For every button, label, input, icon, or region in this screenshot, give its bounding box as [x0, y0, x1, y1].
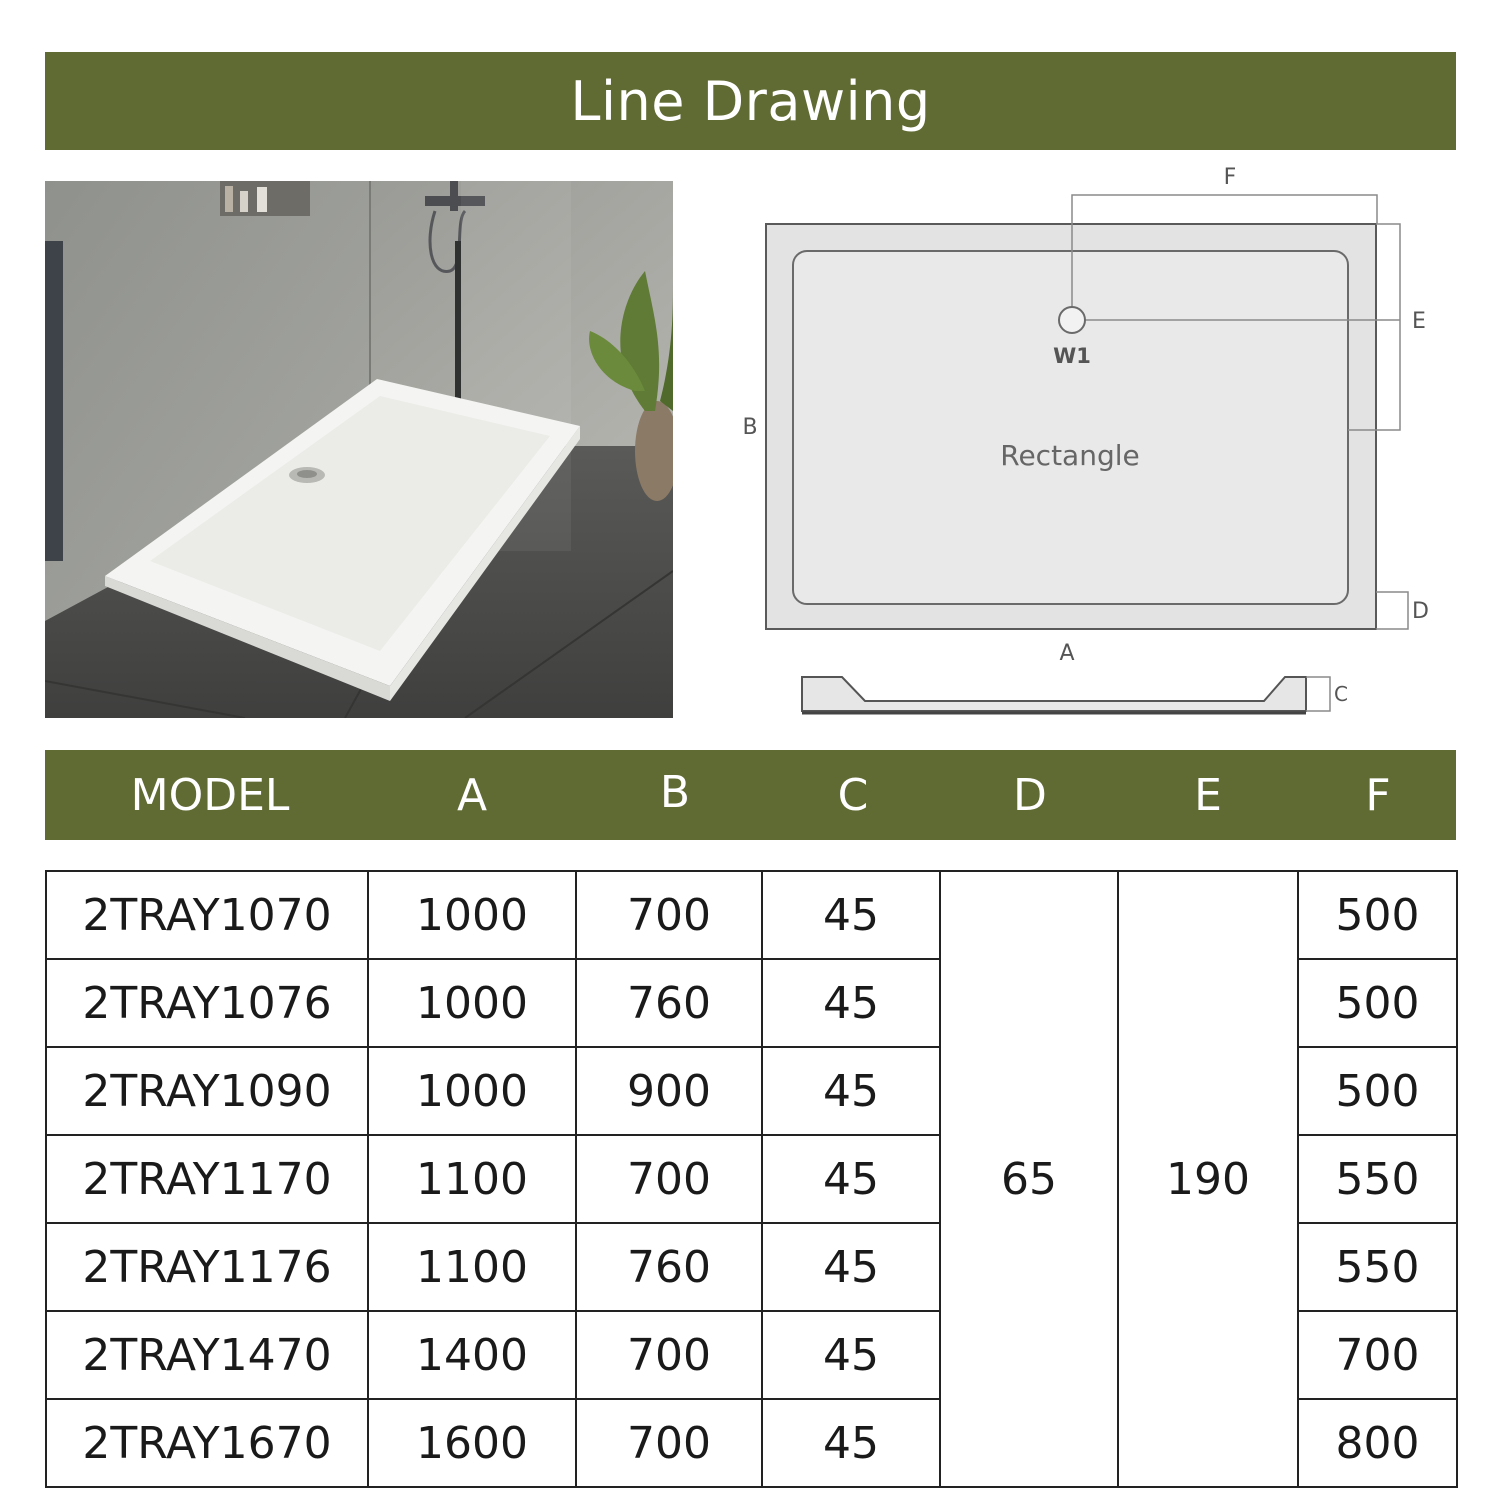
- cell-f: 500: [1298, 871, 1457, 959]
- tray-inner-basin: [793, 251, 1348, 604]
- cell-b: 700: [576, 1311, 762, 1399]
- product-photo: [45, 181, 673, 718]
- cell-model: 2TRAY1070: [46, 871, 368, 959]
- header-model: MODEL: [130, 770, 290, 821]
- dimensions-table: [45, 870, 1458, 1488]
- cell-b: 760: [576, 959, 762, 1047]
- cell-model: 2TRAY1170: [46, 1135, 368, 1223]
- label-b: B: [742, 415, 758, 440]
- page-title-banner: [45, 52, 1456, 150]
- label-c: C: [1334, 682, 1348, 706]
- cell-b: 700: [576, 871, 762, 959]
- header-e: E: [1194, 770, 1222, 821]
- header-f: F: [1365, 770, 1391, 821]
- cell-f: 700: [1298, 1311, 1457, 1399]
- cell-f: 550: [1298, 1223, 1457, 1311]
- cell-e-shared: 190: [1118, 871, 1298, 1487]
- cell-a: 1100: [368, 1135, 576, 1223]
- cell-a: 1100: [368, 1223, 576, 1311]
- cell-a: 1000: [368, 871, 576, 959]
- label-f: F: [1223, 165, 1237, 190]
- cell-model: 2TRAY1076: [46, 959, 368, 1047]
- cell-d-shared: 65: [940, 871, 1118, 1487]
- shower-tray-illustration: [45, 181, 673, 718]
- label-e: E: [1412, 309, 1426, 334]
- header-d: D: [1013, 770, 1047, 821]
- label-rectangle: Rectangle: [1000, 439, 1140, 472]
- cell-a: 1000: [368, 1047, 576, 1135]
- cell-b: 760: [576, 1223, 762, 1311]
- cell-a: 1400: [368, 1311, 576, 1399]
- cell-f: 500: [1298, 959, 1457, 1047]
- cell-a: 1000: [368, 959, 576, 1047]
- cell-b: 700: [576, 1135, 762, 1223]
- cell-a: 1600: [368, 1399, 576, 1487]
- cell-model: 2TRAY1670: [46, 1399, 368, 1487]
- cell-c: 45: [762, 959, 940, 1047]
- cell-c: 45: [762, 1135, 940, 1223]
- header-c: C: [837, 770, 869, 821]
- technical-drawing: [730, 160, 1470, 730]
- label-w1: W1: [1053, 344, 1091, 368]
- tray-side-profile: [802, 677, 1306, 711]
- cell-f: 500: [1298, 1047, 1457, 1135]
- dimension-c-line: [1306, 677, 1330, 711]
- waste-outlet-icon: [1059, 307, 1085, 333]
- label-d: D: [1412, 599, 1429, 624]
- cell-f: 800: [1298, 1399, 1457, 1487]
- cell-model: 2TRAY1090: [46, 1047, 368, 1135]
- cell-b: 700: [576, 1399, 762, 1487]
- cell-c: 45: [762, 871, 940, 959]
- cell-b: 900: [576, 1047, 762, 1135]
- header-a: A: [456, 770, 488, 821]
- cell-f: 550: [1298, 1135, 1457, 1223]
- cell-c: 45: [762, 1399, 940, 1487]
- cell-c: 45: [762, 1311, 940, 1399]
- label-a: A: [1059, 641, 1075, 666]
- cell-c: 45: [762, 1223, 940, 1311]
- table-row: [46, 871, 1457, 959]
- page-title: Line Drawing: [570, 69, 931, 133]
- dimension-d-line: [1376, 592, 1408, 629]
- header-b: B: [659, 767, 691, 818]
- table-header: [45, 750, 1456, 840]
- tray-dimension-diagram: [730, 160, 1470, 730]
- cell-model: 2TRAY1470: [46, 1311, 368, 1399]
- cell-c: 45: [762, 1047, 940, 1135]
- cell-model: 2TRAY1176: [46, 1223, 368, 1311]
